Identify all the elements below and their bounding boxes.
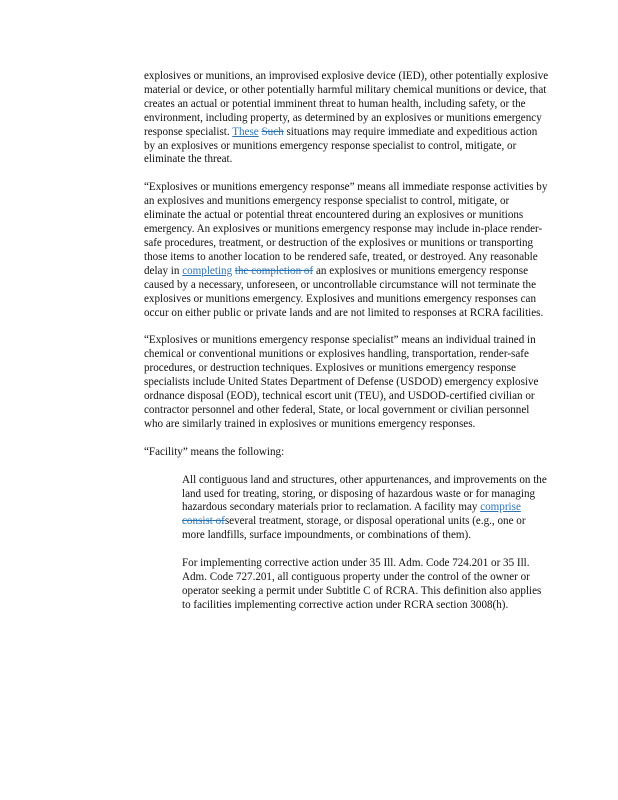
text: All contiguous land and structures, other appurtenances, and improvements on the land used for treating, storing, or disposing of hazardous waste or for managing hazardous secondary materials prior to reclamation. A facility may	[182, 473, 547, 514]
text: explosives or munitions, an improvised explosive device (IED), other potentially explosive material or device, or other potentially harmful military chemical munitions or device, that creates an actual or potential imminent threat to human health, including safety, or the environment, including property, as determined by an explosives or munitions emergency response specialist.	[144, 70, 549, 138]
paragraph-response-specialist-definition: “Explosives or munitions emergency response specialist” means an individual trained in chemical or conventional munitions or explosives handling, transportation, render-safe procedures, or destruction techniques. Explosives or munitions emergency response specialists include United States Department of Defense (USDOD) emergency explosive ordnance disposal (EOD), technical escort unit (TEU), and USDOD-certified civilian or contractor personnel and other federal, State, or local government or civilian personnel who are similarly trained in explosives or munitions emergency responses.	[144, 334, 539, 430]
deleted-text: consist of	[182, 515, 225, 528]
paragraph-facility-item-1	[182, 474, 550, 544]
text: “Explosives or munitions emergency response” means all immediate response activities by an explosives and munitions emergency response specialist to control, mitigate, or eliminate the actual or potential threat encountered during an explosives or munitions emergency. An explosives or munitions emergency response may include in-place render-safe procedures, treatment, or destruction of the explosives or munitions or transporting those items to another location to be rendered safe, treated, or destroyed. Any reasonable delay in	[144, 181, 548, 277]
deleted-text: the completion of	[234, 264, 314, 277]
text: situations may require immediate and expeditious action by an explosives or munitions emergency response specialist to control, mitigate, or eliminate the threat.	[144, 125, 538, 166]
paragraph-emergency-response-definition	[144, 181, 550, 320]
text: several treatment, storage, or disposal operational units (e.g., one or more landfills, surface impoundments, or combinations of them).	[182, 515, 526, 542]
inserted-text: comprise	[480, 501, 521, 514]
inserted-text: These	[232, 125, 259, 138]
inserted-text: completing	[182, 264, 233, 277]
paragraph-facility-definition-heading: “Facility” means the following:	[144, 445, 285, 458]
paragraph-emergency-definition-continued	[144, 70, 550, 167]
paragraph-facility-item-2: For implementing corrective action under 35 Ill. Adm. Code 724.201 or 35 Ill. Adm. Code 727.201, all contiguous property under the control of the owner or operator seeking a permit under Subtitle C of RCRA. This definition also applies to facilities implementing corrective action under RCRA section 3008(h).	[182, 557, 542, 611]
text: an explosives or munitions emergency response caused by a necessary, unforeseen, or uncontrollable circumstance will not terminate the explosives or munitions emergency. Explosives and munitions emergency responses can occur on either public or private lands and are not limited to responses at RCRA facilities.	[144, 264, 544, 319]
deleted-text: Such	[261, 125, 284, 138]
document-page	[144, 70, 550, 627]
